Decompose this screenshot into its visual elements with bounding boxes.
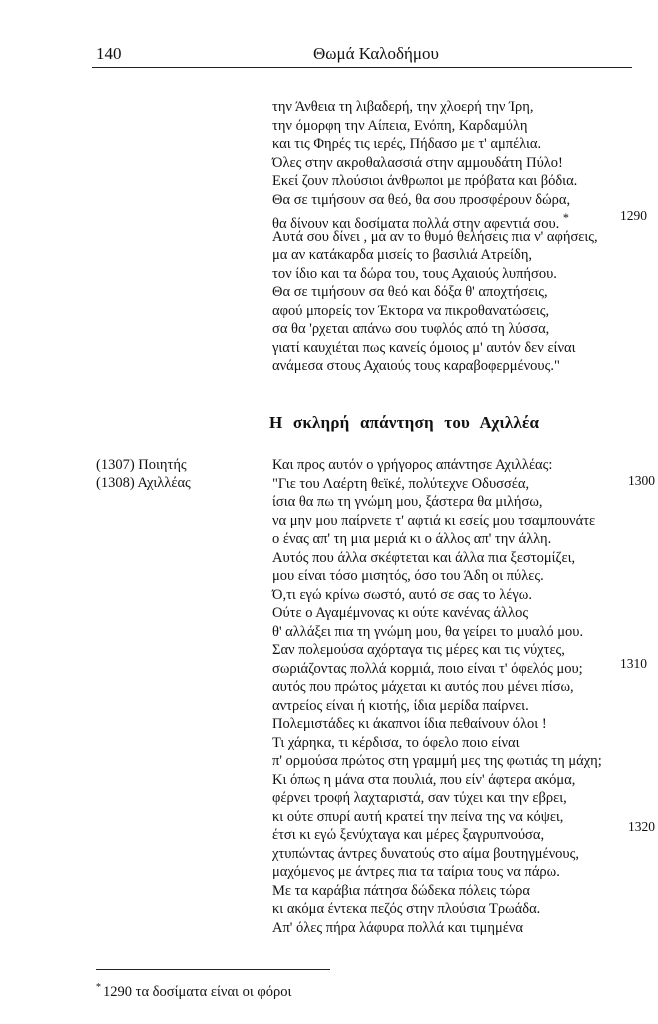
verse-line: μα αν κατάκαρδα μισείς το βασιλιά Ατρείδη, xyxy=(272,247,533,263)
verse-line-with-footnote xyxy=(272,209,598,232)
verse-line: Όλες στην ακροθαλασσιά στην αμμουδάτη Πύλο! xyxy=(272,154,563,171)
verse-line-text: θα δίνουν και δοσίματα πολλά στην αφεντιά σου. xyxy=(272,215,560,232)
running-title: Θωμά Καλοδήμου xyxy=(313,44,439,63)
verse-line: γιατί καυχιέται πως κανείς όμοιος μ' αυτόν δεν είναι xyxy=(272,339,576,356)
footnote xyxy=(96,982,291,1001)
verse-line: ίσια θα πω τη γνώμη μου, ξάστερα θα μιλήσω, xyxy=(272,494,543,510)
verse-line: χτυπώντας άντρες δυνατούς στο αίμα βουτηγμένους, xyxy=(272,845,579,862)
verse-line: μαχόμενος με άντρες πια τα ταίρια τους να πάρω. xyxy=(272,864,560,880)
verse-line: να μην μου παίρνετε τ' αφτιά κι εσείς μου τσαμπουνάτε xyxy=(272,512,596,529)
footnote-mark: * xyxy=(96,982,101,993)
verse-line: σωριάζοντας πολλά κορμιά, ποιο είναι τ' όφελός μου; xyxy=(272,660,583,677)
verse-line: μου είναι τόσο μισητός, όσο του Άδη οι πύλες. xyxy=(272,568,544,584)
verse-line: π' ορμούσα πρώτος στη γραμμή μες της φωτιάς τη μάχη; xyxy=(272,753,602,769)
verse-line: κι ακόμα έντεκα πεζός στην πλούσια Τρωάδα. xyxy=(272,901,541,917)
section-heading: Η σκληρή απάντηση του Αχιλλέα xyxy=(269,413,540,432)
verse-stanza-1 xyxy=(272,98,598,376)
verse-line: Σαν πολεμούσα αχόρταγα τις μέρες και τις νύχτες, xyxy=(272,642,565,658)
verse-line: Ούτε ο Αγαμέμνονας κι ούτε κανένας άλλος xyxy=(272,605,529,621)
speaker-poet: (1307) Ποιητής xyxy=(96,457,187,473)
verse-line: Κι όπως η μάνα στα πουλιά, που είν' άφτερα ακόμα, xyxy=(272,771,576,788)
footnote-text: 1290 τα δοσίματα είναι οι φόροι xyxy=(103,983,292,1000)
verse-line: Ό,τι εγώ κρίνω σωστό, αυτό σε σας το λέγω. xyxy=(272,586,532,603)
verse-line: και τις Φηρές τις ιερές, Πήδασο με τ' αμπέλια. xyxy=(272,136,542,152)
verse-line: αφού μπορείς τον Έκτορα να πικροθανατώσεις, xyxy=(272,302,550,319)
verse-line: Τι χάρηκα, τι κέρδισα, το όφελο ποιο είναι xyxy=(272,734,520,751)
verse-line: Πολεμιστάδες κι άκαπνοι ίδια πεθαίνουν όλοι ! xyxy=(272,716,547,732)
verse-line: ο ένας απ' τη μια μεριά κι ο άλλος απ' την άλλη. xyxy=(272,531,552,547)
line-number-1310: 1310 xyxy=(620,656,647,671)
line-number-1320: 1320 xyxy=(628,819,655,834)
page-number: 140 xyxy=(96,44,122,63)
line-number-1300: 1300 xyxy=(628,473,655,488)
verse-line: την Άνθεια τη λιβαδερή, την χλοερή την Ίρη, xyxy=(272,99,534,115)
verse-line: "Γιε του Λαέρτη θεϊκέ, πολύτεχνε Οδυσσέα, xyxy=(272,475,530,492)
verse-line: Με τα καράβια πάτησα δώδεκα πόλεις τώρα xyxy=(272,882,530,899)
verse-line: θ' αλλάξει πια τη γνώμη μου, θα γείρει το μυαλό μου. xyxy=(272,623,584,640)
verse-line: Αυτά σου δίνει , μα αν το θυμό θελήσεις πια ν' αφήσεις, xyxy=(272,228,598,245)
verse-line: Απ' όλες πήρα λάφυρα πολλά και τιμημένα xyxy=(272,919,524,936)
footnote-asterisk: * xyxy=(562,211,569,225)
verse-line: έτσι κι εγώ ξενύχταγα και μέρες ξαγρυπνούσα, xyxy=(272,827,545,843)
verse-line: ανάμεσα στους Αχαιούς τους καραβοφερμένους." xyxy=(272,358,560,374)
verse-line: φέρνει τροφή λαχταριστά, σαν τύχει και την εβρει, xyxy=(272,790,567,806)
verse-line: Θα σε τιμήσουν σα θεό, θα σου προσφέρουν δώρα, xyxy=(272,191,571,208)
verse-line: αντρείος είναι ή κιοτής, ίδια μερίδα παίρνει. xyxy=(272,697,529,714)
verse-line: αυτός που πρώτος μάχεται κι αυτός που μένει πίσω, xyxy=(272,679,574,695)
verse-stanza-2 xyxy=(272,456,602,937)
line-number-1290: 1290 xyxy=(620,208,647,223)
verse-line: την όμορφη την Αίπεια, Ενόπη, Καρδαμύλη xyxy=(272,117,528,134)
verse-line: τον ίδιο και τα δώρα του, τους Αχαιούς λυπήσου. xyxy=(272,265,557,282)
verse-line: σα θα 'ρχεται απάνω σου τυφλός από τη λύσσα, xyxy=(272,321,550,337)
header-rule xyxy=(92,67,632,68)
verse-line: Και προς αυτόν ο γρήγορος απάντησε Αχιλλέας: xyxy=(272,457,553,473)
speaker-achilles: (1308) Αχιλλέας xyxy=(96,475,191,491)
verse-line: Αυτός που άλλα σκέφτεται και άλλα πια ξεστομίζει, xyxy=(272,549,576,566)
verse-line: Εκεί ζουν πλούσιοι άνθρωποι με πρόβατα και βόδια. xyxy=(272,173,578,189)
verse-line: Θα σε τιμήσουν σα θεό και δόξα θ' αποχτήσεις, xyxy=(272,284,548,300)
verse-line: κι ούτε σπυρί αυτή κρατεί την πείνα της να κόψει, xyxy=(272,808,564,825)
footnote-rule xyxy=(96,969,330,970)
